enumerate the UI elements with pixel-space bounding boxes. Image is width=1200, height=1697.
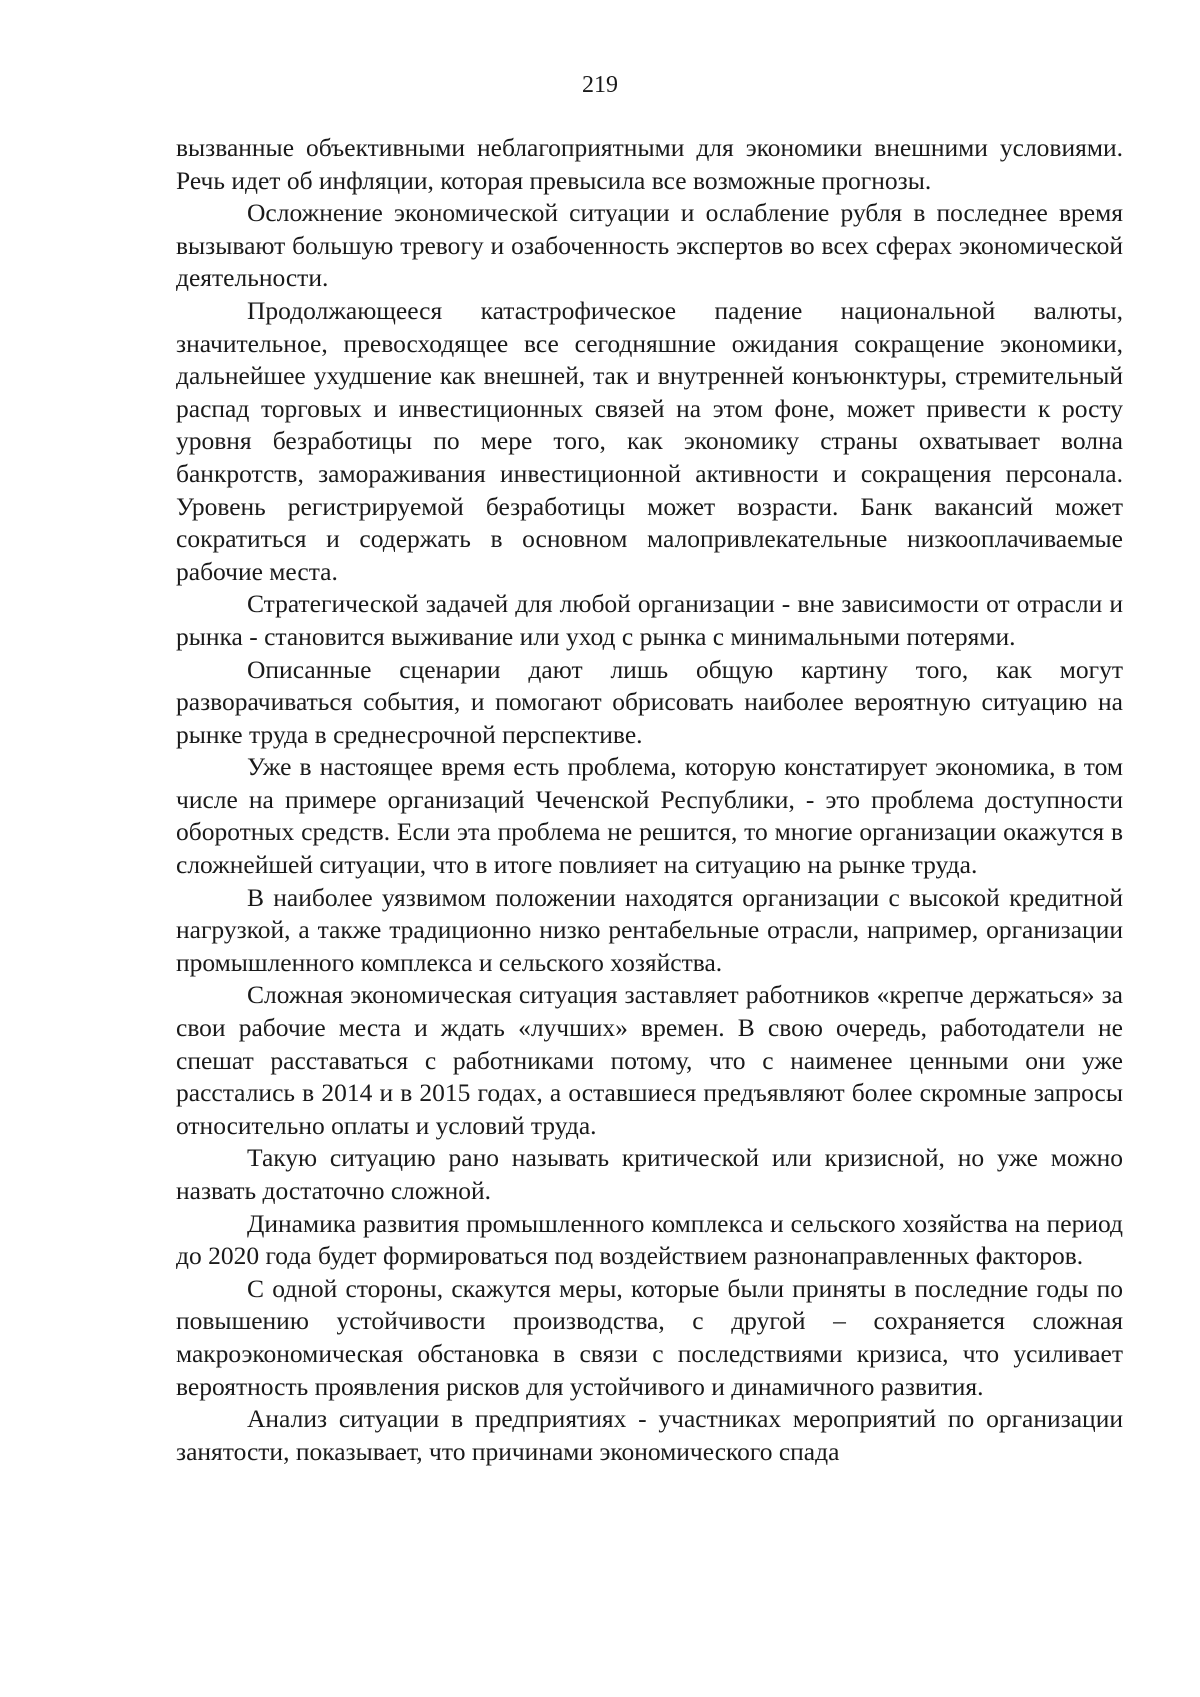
document-body bbox=[176, 132, 1123, 1468]
paragraph: Описанные сценарии дают лишь общую картину того, как могут разворачиваться события, и помогают обрисовать наиболее вероятную ситуацию на рынке труда в среднесрочной перспективе. bbox=[176, 654, 1123, 749]
page-number: 219 bbox=[582, 72, 618, 98]
paragraph: Сложная экономическая ситуация заставляет работников «крепче держаться» за свои рабочие места и ждать «лучших» времен. В свою очередь, работодатели не спешат расставаться с работниками потому, что с наименее ценными они уже расстались в 2014 и в 2015 годах, а оставшиеся предъявляют более скромные запросы относительно оплаты и условий труда. bbox=[176, 980, 1123, 1140]
paragraph-continuation: вызванные объективными неблагоприятными для экономики внешними условиями. Речь идет об инфляции, которая превысила все возможные прогнозы. bbox=[176, 133, 1123, 195]
paragraph: Анализ ситуации в предприятиях - участниках мероприятий по организации занятости, показывает, что причинами экономического спада bbox=[176, 1404, 1123, 1466]
paragraph: Динамика развития промышленного комплекса и сельского хозяйства на период до 2020 года будет формироваться под воздействием разнонаправленных факторов. bbox=[176, 1208, 1123, 1271]
paragraph: С одной стороны, скажутся меры, которые были приняты в последние годы по повышению устойчивости производства, с другой – сохраняется сложная макроэкономическая обстановка в связи с последствиями кризиса, что усиливает вероятность проявления рисков для устойчивого и динамичного развития. bbox=[176, 1273, 1123, 1401]
paragraph: В наиболее уязвимом положении находятся организации с высокой кредитной нагрузкой, а также традиционно низко рентабельные отрасли, например, организации промышленного комплекса и сельского хозяйства. bbox=[176, 882, 1123, 977]
paragraph: Уже в настоящее время есть проблема, которую констатирует экономика, в том числе на примере организаций Чеченской Республики, - это проблема доступности оборотных средств. Если эта проблема не решится, то многие организации окажутся в сложнейшей ситуации, что в итоге повлияет на ситуацию на рынке труда. bbox=[176, 752, 1123, 880]
paragraph: Продолжающееся катастрофическое падение национальной валюты, значительное, превосходящее все сегодняшние ожидания сокращение экономики, дальнейшее ухудшение как внешней, так и внутренней конъюнктуры, стремительный распад торговых и инвестиционных связей на этом фоне, может привести к росту уровня безработицы по мере того, как экономику страны охватывает волна банкротств, замораживания инвестиционной активности и сокращения персонала. Уровень регистрируемой безработицы может возрасти. Банк вакансий может сократиться и содержать в основном малопривлекательные низкооплачиваемые рабочие места. bbox=[176, 295, 1123, 586]
paragraph: Осложнение экономической ситуации и ослабление рубля в последнее время вызывают большую тревогу и озабоченность экспертов во всех сферах экономической деятельности. bbox=[176, 198, 1123, 293]
paragraph: Такую ситуацию рано называть критической или кризисной, но уже можно назвать достаточно сложной. bbox=[176, 1143, 1123, 1205]
paragraph: Стратегической задачей для любой организации - вне зависимости от отрасли и рынка - становится выживание или уход с рынка с минимальными потерями. bbox=[176, 589, 1123, 651]
